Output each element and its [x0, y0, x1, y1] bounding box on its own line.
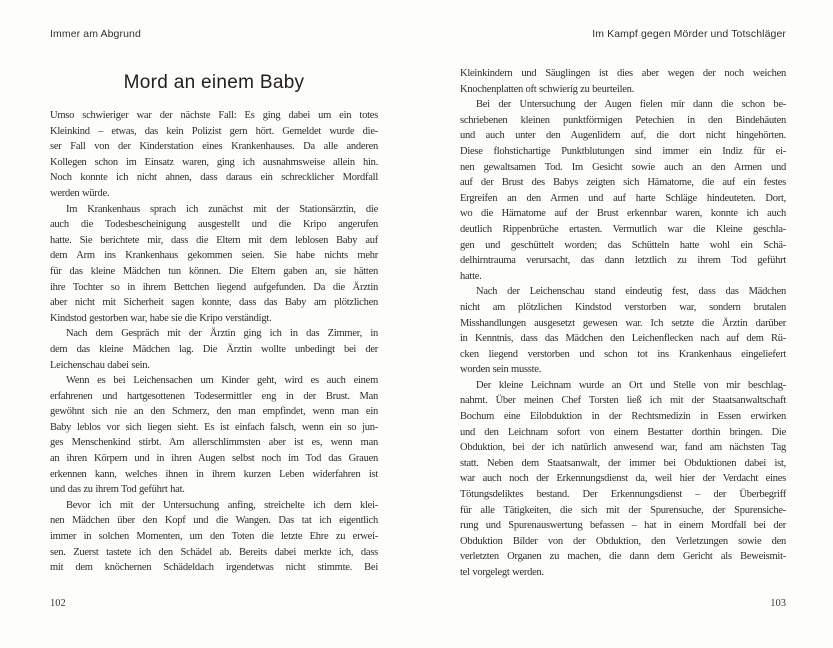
- text-line: war auch noch der Erkennungsdienst da, weil hier der Verdacht eines: [460, 473, 786, 485]
- text-line: an ihren Körpern und in ihren Augen selbst noch im Tod das Grauen: [50, 453, 378, 465]
- text-line: nen gewaltsamen Tod. Im Gesicht sowie auch an den Armen und: [460, 161, 786, 173]
- text-line: Kleinkindern und Säuglingen ist dies aber wegen der noch weichen: [460, 68, 786, 79]
- text-line: ges Menschenkind stirbt. Am allerschlimmsten aber ist es, wenn man: [50, 437, 378, 449]
- running-header-left: Immer am Abgrund: [50, 28, 141, 40]
- page-number-right: 103: [770, 598, 786, 609]
- text-line: Kollegen schon im Einsatz waren, ging ich ausnahmsweise allein hin.: [50, 156, 378, 168]
- text-line: für alle Tätigkeiten, die sich mit der Spurensuche, der Spurensiche-: [460, 504, 786, 516]
- text-line: Bevor ich mit der Untersuchung anfing, streichelte ich dem klei-: [66, 499, 378, 511]
- text-line: und den Leichnam sofort von einem Bestatter dorthin bringen. Die: [460, 426, 786, 438]
- text-line: Umso schwieriger war der nächste Fall: Es ging dabei um ein totes: [50, 110, 378, 121]
- text-line: Der kleine Leichnam wurde an Ort und Stelle von mir beschlag-: [476, 379, 786, 391]
- text-line: cken liegend verstorben und schon tot ins Krankenhaus eingeliefert: [460, 348, 786, 360]
- text-line: sen. Zuerst tastete ich den Schädel ab. Bereits dabei merkte ich, dass: [50, 546, 378, 558]
- text-line: worden sein musste.: [460, 364, 542, 376]
- text-line: auf der Brust des Babys zeigten sich Hämatome, die auf ein festes: [460, 177, 786, 189]
- text-line: ser Fall von der Kinderstation eines Krankenhauses. Da alle anderen: [50, 141, 378, 153]
- text-line: hatte. Sie berichtete mir, dass die Eltern mit dem leblosen Baby auf: [50, 234, 378, 246]
- text-line: gen und geschüttelt worden; das Schütteln hatte wohl ein Schä-: [460, 239, 786, 251]
- text-line: gewöhnt sich nie an den Schmerz, den man empfindet, wenn man ein: [50, 406, 378, 418]
- text-line: Baby leblos vor sich liegen sieht. Es ist einfach falsch, wenn ein so jun-: [50, 421, 378, 433]
- text-line: Ergreifen an den Armen und auf harte Schläge hindeuteten. Dort,: [460, 192, 786, 204]
- text-line: Kindstod gestorben war, habe sie die Kripo verständigt.: [50, 312, 272, 324]
- page-right: [460, 0, 786, 648]
- text-line: und auch unter den Augenlidern auf, die dort nicht hingehörten.: [460, 130, 786, 142]
- text-line: Diese flohstichartige Punktblutungen sind immer ein Indiz für ei-: [460, 145, 786, 157]
- text-line: erfahrenen und hartgesottenen Todesermittler eng in der Brust. Man: [50, 390, 378, 402]
- text-line: ihre Tochter so in ihrem Bettchen liegend aufgefunden. Da die Ärztin: [50, 281, 378, 293]
- body-text-right: [460, 66, 786, 581]
- text-line: Leichenschau dabei sein.: [50, 359, 150, 371]
- text-line: Wenn es bei Leichensachen um Kinder geht, wird es auch einem: [66, 375, 378, 387]
- text-line: delhirntrauma verursacht, das dann letztlich zu ihrem Tod geführt: [460, 255, 786, 267]
- body-text-left: [50, 108, 378, 576]
- text-line: verletzten Organen zu machen, die dann dem Gericht als Beweismit-: [460, 551, 786, 563]
- text-line: tel vorgelegt werden.: [460, 567, 544, 578]
- text-line: statt. Neben dem Staatsanwalt, der immer bei Obduktionen dabei ist,: [460, 457, 786, 469]
- text-line: Bochum eine Eilobduktion in der Rechtsmedizin in Essen erwirken: [460, 411, 786, 423]
- text-line: nen Mädchen über den Kopf und die Wangen. Das tat ich eigentlich: [50, 515, 378, 527]
- text-line: erkennen kann, welches ihnen in ihrem kurzen Leben widerfahren ist: [50, 468, 378, 480]
- page-left: [50, 0, 378, 648]
- text-line: Nach der Leichenschau stand eindeutig fest, dass das Mädchen: [476, 286, 786, 298]
- text-line: immer in solchen Momenten, um den Toten die letzte Ehre zu erwei-: [50, 531, 378, 543]
- text-line: in Kenntnis, dass das Mädchen den Leichenflecken nach auf dem Rü-: [460, 333, 786, 345]
- text-line: Obduktion Bilder von der Obduktion, den Verletzungen sowie den: [460, 535, 786, 547]
- text-line: auch die Todesbescheinigung ausgestellt und die Kripo angerufen: [50, 219, 378, 231]
- text-line: schriebenen kleinen punktförmigen Petechien in den Bindehäuten: [460, 114, 786, 126]
- text-line: Obduktion, bei der ich natürlich anwesend war, fand am nächsten Tag: [460, 442, 786, 454]
- text-line: dem Arm ins Krankenhaus gekommen seien. Sie habe nichts mehr: [50, 250, 378, 262]
- text-line: Kleinkind – etwas, das kein Polizist gern hört. Gemeldet wurde die-: [50, 125, 378, 137]
- text-line: rung und Spurenauswertung befassen – hat in einem Mordfall bei der: [460, 520, 786, 532]
- text-line: mit dem knöchernen Schädeldach irgendetwas nicht stimmte. Bei: [50, 562, 378, 574]
- running-header-right: Im Kampf gegen Mörder und Totschläger: [592, 28, 786, 40]
- text-line: Misshandlungen ausgesetzt gewesen war. Ich setzte die Ärztin darüber: [460, 317, 786, 329]
- page-number-left: 102: [50, 598, 66, 609]
- text-line: hatte.: [460, 270, 482, 282]
- text-line: aber nicht mit Sicherheit sagen konnte, dass das Baby am plötzlichen: [50, 297, 378, 309]
- text-line: dem das kleine Mädchen lag. Die Ärztin wollte unbedingt bei der: [50, 343, 378, 355]
- text-line: Nach dem Gespräch mit der Ärztin ging ich in das Zimmer, in: [66, 328, 378, 340]
- text-line: nahmt. Über meinen Chef Torsten ließ ich mit der Staatsanwaltschaft: [460, 395, 786, 407]
- text-line: und das zu ihrem Tod geführt hat.: [50, 484, 185, 496]
- text-line: Noch konnte ich nicht ahnen, dass daraus ein schrecklicher Mordfall: [50, 172, 378, 184]
- text-line: Bei der Untersuchung der Augen fielen mir dann die schon be-: [476, 99, 786, 111]
- text-line: wo die Hämatome auf der Brust erkennbar waren, konnte ich auch: [460, 208, 786, 220]
- text-line: Tötungsdeliktes bestand. Der Erkennungsdienst – der Überbegriff: [460, 489, 786, 501]
- chapter-title: Mord an einem Baby: [123, 72, 305, 93]
- text-line: Knochenplatten oft schwierig zu beurteilen.: [460, 83, 635, 95]
- text-line: nicht am plötzlichen Kindstod verstorben war, sondern brutalen: [460, 301, 786, 313]
- text-line: deutlich Rippenbrüche ertasten. Vermutlich war die Kleine geschla-: [460, 223, 786, 235]
- text-line: für das kleine Mädchen tun können. Die Eltern gaben an, sie hätten: [50, 265, 378, 277]
- text-line: werden würde.: [50, 187, 110, 199]
- text-line: Im Krankenhaus sprach ich zunächst mit der Stationsärztin, die: [66, 203, 378, 215]
